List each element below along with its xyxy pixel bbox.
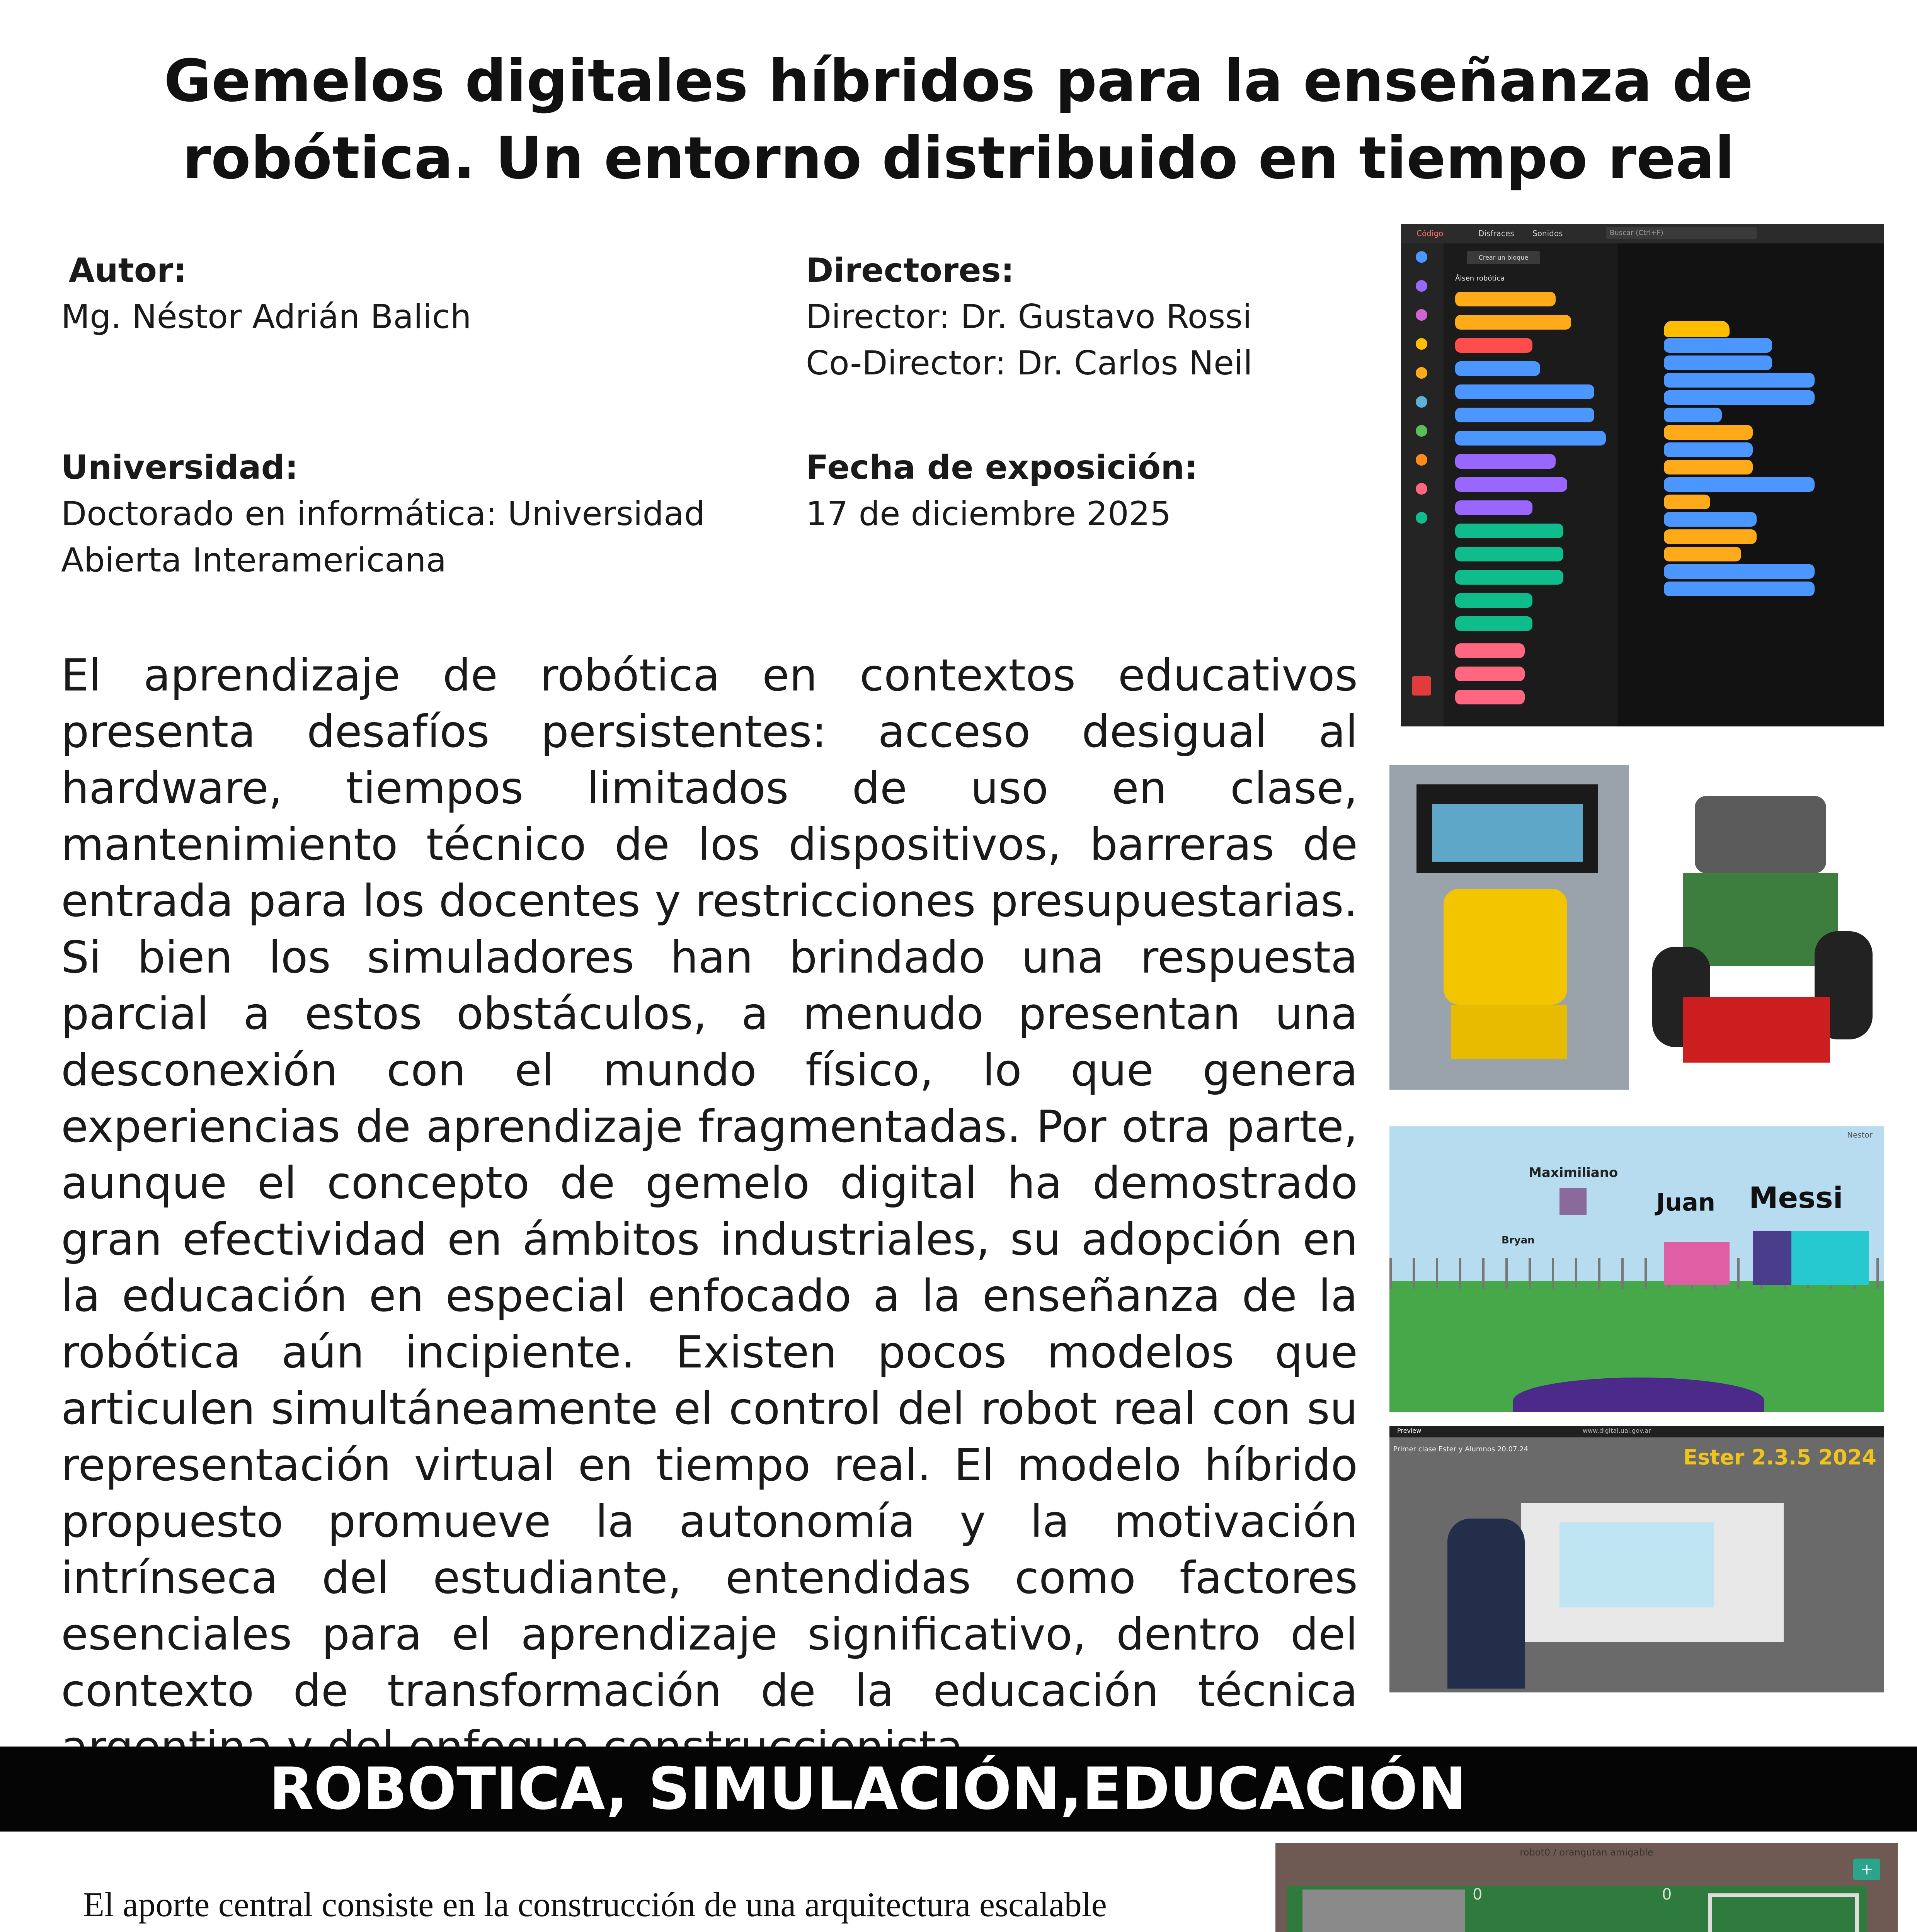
score-right: 0 xyxy=(1662,1886,1672,1903)
player-label-juan: Juan xyxy=(1656,1188,1716,1216)
author-name: Mg. Néstor Adrián Balich xyxy=(61,298,472,336)
section-band-title: ROBOTICA, SIMULACIÓN,EDUCACIÓN xyxy=(269,1755,1466,1823)
category-sensing-dot[interactable] xyxy=(1416,396,1427,408)
category-looks-dot[interactable] xyxy=(1416,280,1427,292)
script-block[interactable] xyxy=(1664,390,1815,405)
block-magnet[interactable] xyxy=(1455,500,1532,515)
scratch-tab-code[interactable]: Código xyxy=(1416,229,1444,238)
script-block[interactable] xyxy=(1664,547,1741,561)
university-label: Universidad: xyxy=(61,448,298,487)
classroom-overlay: Ester 2.3.5 2024 xyxy=(1683,1445,1876,1469)
scratch-script-area xyxy=(1617,243,1884,726)
block-connect[interactable] xyxy=(1455,292,1556,306)
block-rotate-abs[interactable] xyxy=(1455,384,1594,399)
category-sound-dot[interactable] xyxy=(1416,309,1427,321)
script-hat-block[interactable] xyxy=(1664,321,1730,337)
exhibition-date: 17 de diciembre 2025 xyxy=(806,495,1171,533)
block-rotation[interactable] xyxy=(1455,616,1532,631)
block-server-state-2[interactable] xyxy=(1455,667,1525,681)
player-label-maximiliano: Maximiliano xyxy=(1529,1165,1618,1180)
script-block[interactable] xyxy=(1664,564,1815,579)
category-robot-dot[interactable] xyxy=(1416,512,1427,524)
contribution-intro-1: El aporte central consiste en la construcción de una arquitectura escalable xyxy=(83,1886,1107,1924)
presenter xyxy=(1447,1519,1525,1689)
codirector-name: Co-Director: Dr. Carlos Neil xyxy=(806,344,1253,383)
unity-webgl-screenshot xyxy=(1275,1843,1898,1932)
category-motion-dot[interactable] xyxy=(1416,251,1427,263)
scratch-tabbar xyxy=(1401,224,1884,243)
block-rotate-rel[interactable] xyxy=(1455,408,1594,422)
directors-block xyxy=(806,247,1253,386)
projected-image xyxy=(1559,1522,1714,1607)
scratch-tab-costumes[interactable]: Disfraces xyxy=(1478,229,1514,238)
script-block[interactable] xyxy=(1664,460,1753,474)
block-read-data[interactable] xyxy=(1455,338,1532,353)
block-speed[interactable] xyxy=(1455,315,1571,330)
block-sensor-side[interactable] xyxy=(1455,547,1563,561)
title-line-2: robótica. Un entorno distribuido en tiempo real xyxy=(182,125,1735,192)
script-block[interactable] xyxy=(1664,529,1757,544)
script-block[interactable] xyxy=(1664,495,1710,509)
yellow-robot xyxy=(1444,889,1567,1005)
category-control-dot[interactable] xyxy=(1416,367,1427,379)
category-operators-dot[interactable] xyxy=(1416,425,1427,437)
script-block[interactable] xyxy=(1664,373,1815,388)
director-name: Director: Dr. Gustavo Rossi xyxy=(806,298,1252,336)
block-sensor-front[interactable] xyxy=(1455,524,1563,538)
block-teleport[interactable] xyxy=(1455,431,1606,446)
cad-robot-top xyxy=(1695,796,1826,873)
poster-title xyxy=(77,43,1840,197)
scratch-tab-sounds[interactable]: Sonidos xyxy=(1532,229,1563,238)
contribution-section xyxy=(73,1870,1233,1932)
category-events-dot[interactable] xyxy=(1416,338,1427,350)
title-line-1: Gemelos digitales híbridos para la enseñanza de xyxy=(164,48,1753,115)
block-what-is-abel[interactable] xyxy=(1455,690,1525,704)
script-block[interactable] xyxy=(1664,442,1753,457)
physical-robot-photo xyxy=(1389,765,1629,1090)
cad-robot-render xyxy=(1637,765,1884,1090)
block-move[interactable] xyxy=(1455,361,1540,376)
unity-header: robot0 / orangutan amigable xyxy=(1520,1847,1653,1858)
university-line-2: Abierta Interamericana xyxy=(61,541,447,580)
script-block[interactable] xyxy=(1664,338,1772,353)
block-sensor-color[interactable] xyxy=(1455,570,1563,585)
script-block[interactable] xyxy=(1664,512,1757,527)
category-myblocks-dot[interactable] xyxy=(1416,483,1427,495)
classroom-photo xyxy=(1389,1426,1884,1692)
cyan-block xyxy=(1791,1231,1869,1285)
script-block[interactable] xyxy=(1664,408,1722,422)
scratch-category-column xyxy=(1401,243,1444,726)
block-tool[interactable] xyxy=(1455,454,1556,469)
yellow-robot-base xyxy=(1451,1005,1567,1059)
script-block[interactable] xyxy=(1664,355,1772,370)
author-block xyxy=(69,247,187,294)
virtual-world-screenshot xyxy=(1389,1126,1884,1412)
scratch-block-palette xyxy=(1444,243,1617,726)
tv-image xyxy=(1432,804,1583,862)
make-block-button[interactable]: Crear un bloque xyxy=(1467,251,1540,264)
block-server-state[interactable] xyxy=(1455,643,1525,658)
unity-add-button[interactable]: + xyxy=(1853,1859,1880,1880)
university-block xyxy=(61,444,705,583)
block-draw[interactable] xyxy=(1455,477,1567,492)
scratch-editor-screenshot xyxy=(1401,224,1884,726)
player-label-bryan: Bryan xyxy=(1502,1235,1535,1246)
classroom-titlebar xyxy=(1389,1426,1884,1437)
obstacle-area xyxy=(1302,1889,1465,1932)
intro-paragraph: El aprendizaje de robótica en contextos educativos presenta desafíos persistentes: acceso desigual al hardware, tiempos limitados de uso en clase, mantenimiento técnico de los dispositivos, barreras de entrada para los docentes y restricciones presupuestarias. Si bien los simuladores han brindado una respuesta parcial a estos obstáculos, a menudo presentan una desconexión con el mundo físico, lo que genera experiencias de aprendizaje fragmentadas. Por otra parte, aunque el concepto de gemelo digital ha demostrado gran efectividad en ámbitos industriales, su adopción en la educación en especial enfocado a la enseñanza de la robótica aún incipiente. Existen pocos modelos que articulen simultáneamente el control del robot real con su representación virtual en tiempo real. El modelo híbrido propuesto promueve la autonomía y la motivación intrínseca del estudiante, entendidas como factores esenciales para el aprendizaje significativo, dentro del contexto de transformación de la educación técnica xyxy=(61,650,1358,1716)
university-line-1: Doctorado en informática: Universidad xyxy=(61,495,705,533)
classroom-url: www.digital.uai.gov.ar xyxy=(1583,1427,1651,1434)
script-block[interactable] xyxy=(1664,425,1753,440)
avatar-juan xyxy=(1664,1242,1730,1285)
classroom-caption: Primer clase Ester y Alumnos 20.07.24 xyxy=(1393,1445,1529,1453)
exhibition-block xyxy=(806,444,1198,537)
directors-label: Directores: xyxy=(806,251,1015,290)
score-left: 0 xyxy=(1473,1886,1483,1903)
script-block[interactable] xyxy=(1664,477,1815,492)
category-variables-dot[interactable] xyxy=(1416,454,1427,466)
extension-button[interactable] xyxy=(1412,676,1431,696)
palette-category-title: Ålsen robótica xyxy=(1455,274,1505,282)
player-label-messi: Messi xyxy=(1749,1180,1843,1215)
script-block[interactable] xyxy=(1664,582,1815,596)
scratch-search-input[interactable]: Buscar (Ctrl+F) xyxy=(1606,227,1757,239)
classroom-app-name: Preview xyxy=(1397,1427,1422,1434)
block-position[interactable] xyxy=(1455,593,1532,608)
race-track xyxy=(1708,1893,1859,1932)
cad-red-base xyxy=(1683,997,1830,1063)
avatar-maximiliano xyxy=(1559,1188,1587,1215)
virtual-user-label: Nestor xyxy=(1847,1130,1873,1139)
author-label: Autor: xyxy=(69,251,187,290)
exhibition-label: Fecha de exposición: xyxy=(806,448,1198,487)
